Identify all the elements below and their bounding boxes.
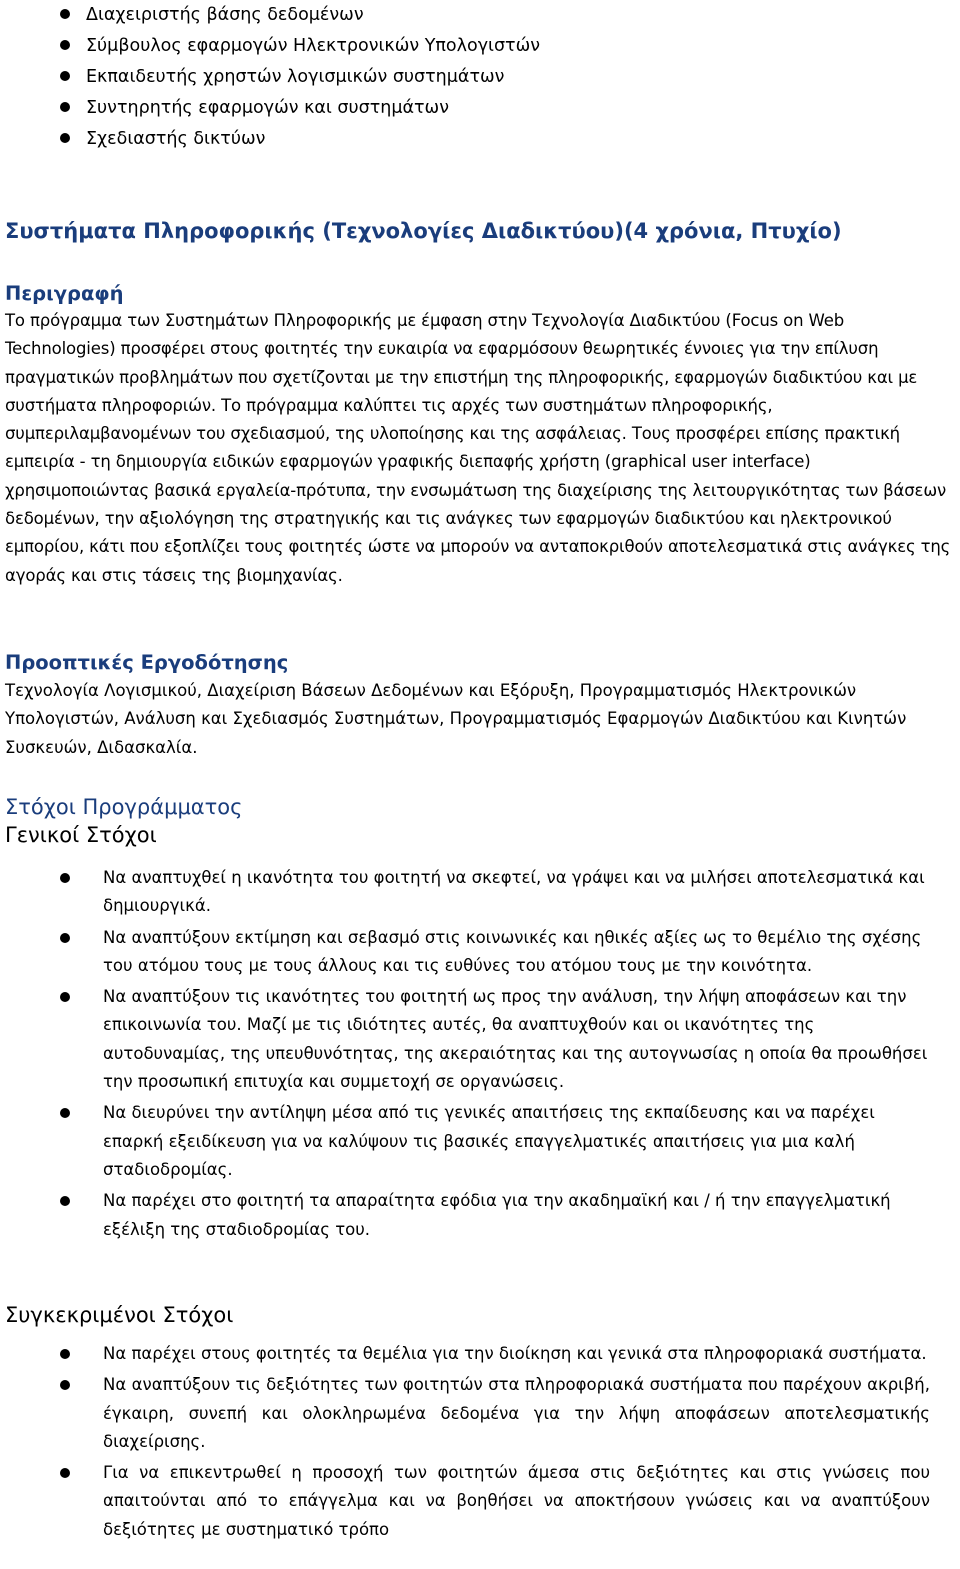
bullet-icon [60,102,70,112]
general-objective: Να διευρύνει την αντίληψη μέσα από τις γενικές απαιτήσεις της εκπαίδευσης και να παρέχει επαρκή εξειδίκευση για να καλύψουν τις βασικές επαγγελματικές απαιτήσεις για μια καλή σταδιοδρομίας. [103,1103,875,1179]
objectives-heading: Στόχοι Προγράμματος [5,795,243,819]
bullet-icon [60,40,70,50]
career-item: Εκπαιδευτής χρηστών λογισμικών συστημάτων [86,67,505,87]
description-text: Το πρόγραμμα των Συστημάτων Πληροφορικής με έμφαση στην Τεχνολογία Διαδικτύου (Focus on Web Technologies) προσφέρει στους φοιτητές την ευκαιρία να εφαρμόσουν θεωρητικές έννοιες για την επίλυση πραγματικών προβλημάτων που σχετίζονται με την επιστήμη της πληροφορικής, εφαρμογών διαδικτύου και με συστήματα πληροφοριών. Το πρόγραμμα καλύπτει τις αρχές των συστημάτων πληροφορικής, συμπεριλαμβανομένων του σχεδιασμού, της υλοποίησης και της ασφάλειας. Τους προσφέρει επίσης πρακτική εμπειρία - τη δημιουργία ειδικών εφαρμογών γραφικής διεπαφής χρήστη (graphical user interface) χρησιμοποιώντας βασικά εργαλεία-πρότυπα, την ενσωμάτωση της διαχείρισης της λειτουργικότητας των βάσεων δεδομένων, την αξιολόγηση της στρατηγικής και τις ανάγκες των εφαρμογών διαδικτύου και ηλεκτρονικού εμπορίου, κάτι που εξοπλίζει τους φοιτητές ώστε να μπορούν να ανταποκριθούν αποτελεσματικά στις ανάγκες της αγοράς και στις τάσεις της βιομηχανίας. [5,311,951,585]
general-objective: Να αναπτύξουν εκτίμηση και σεβασμό στις κοινωνικές και ηθικές αξίες ως το θεμέλιο της σχέσης του ατόμου τους με τους άλλους και τις ευθύνες του ατόμου τους με την κοινότητα. [103,927,922,975]
general-objective: Να αναπτυχθεί η ικανότητα του φοιτητή να σκεφτεί, να γράψει και να μιλήσει αποτελεσματικά και δημιουργικά. [103,868,925,916]
description-heading: Περιγραφή [5,282,124,305]
bullet-icon [60,992,70,1002]
general-objectives-heading: Γενικοί Στόχοι [5,823,157,847]
bullet-icon [60,1468,70,1478]
bullet-icon [60,933,70,943]
specific-objectives-section [5,1303,957,1327]
bullet-icon [60,133,70,143]
bullet-icon [60,1349,70,1359]
specific-objective: Να παρέχει στους φοιτητές τα θεμέλια για την διοίκηση και γενικά στα πληροφοριακά συστήματα. [103,1344,927,1363]
bullet-icon [60,1196,70,1206]
specific-objectives-list [60,1340,930,1547]
list-item [60,1459,930,1544]
employment-heading: Προοπτικές Εργοδότησης [5,651,289,674]
list-item [60,0,940,31]
list-item [60,1340,930,1368]
bullet-icon [60,71,70,81]
career-item: Διαχειριστής βάσης δεδομένων [86,5,364,25]
employment-section [5,651,957,762]
list-item [60,93,940,124]
list-item [60,1099,930,1184]
list-item [60,124,940,155]
objectives-section [5,795,957,847]
career-list [60,0,940,155]
bullet-icon [60,873,70,883]
list-item [60,864,930,921]
list-item [60,1371,930,1456]
specific-objective: Για να επικεντρωθεί η προσοχή των φοιτητών άμεσα στις δεξιότητες και στις γνώσεις που απαιτούνται από το επάγγελμα και να βοηθήσει να αποκτήσουν γνώσεις και να αναπτύξουν δεξιότητες με συστηματικό τρόπο [103,1463,930,1539]
bullet-icon [60,1108,70,1118]
specific-objective: Να αναπτύξουν τις δεξιότητες των φοιτητών στα πληροφοριακά συστήματα που παρέχουν ακριβή, έγκαιρη, συνεπή και ολοκληρωμένα δεδομένα για την λήψη αποφάσεων αποτελεσματικής διαχείρισης. [103,1375,930,1451]
general-objective: Να παρέχει στο φοιτητή τα απαραίτητα εφόδια για την ακαδημαϊκή και / ή την επαγγελματική εξέλιξη της σταδιοδρομίας του. [103,1191,891,1239]
program-title: Συστήματα Πληροφορικής (Τεχνολογίες Διαδικτύου)(4 χρόνια, Πτυχίο) [5,219,842,243]
career-item: Σχεδιαστής δικτύων [86,129,266,149]
general-objectives-list [60,864,930,1247]
list-item [60,983,930,1096]
list-item [60,62,940,93]
general-objective: Να αναπτύξουν τις ικανότητες του φοιτητή ως προς την ανάλυση, την λήψη αποφάσεων και την επικοινωνία του. Μαζί με τις ιδιότητες αυτές, θα αναπτυχθούν και οι ικανότητες της αυτοδυναμίας, της υπευθυνότητας, της ακεραιότητας και της αυτογνωσίας η οποία θα προωθήσει την προσωπική επιτυχία και συμμετοχή σε οργανώσεις. [103,987,928,1092]
career-item: Συντηρητής εφαρμογών και συστημάτων [86,98,449,118]
list-item [60,31,940,62]
bullet-icon [60,9,70,19]
description-section [5,282,957,590]
specific-objectives-heading: Συγκεκριμένοι Στόχοι [5,1303,234,1327]
employment-text: Τεχνολογία Λογισμικού, Διαχείριση Βάσεων Δεδομένων και Εξόρυξη, Προγραμματισμός Ηλεκτρονικών Υπολογιστών, Ανάλυση και Σχεδιασμός Συστημάτων, Προγραμματισμός Εφαρμογών Διαδικτύου και Κινητών Συσκευών, Διδασκαλία. [5,681,907,757]
list-item [60,1187,930,1244]
bullet-icon [60,1380,70,1390]
career-item: Σύμβουλος εφαρμογών Ηλεκτρονικών Υπολογιστών [86,36,541,56]
list-item [60,924,930,981]
